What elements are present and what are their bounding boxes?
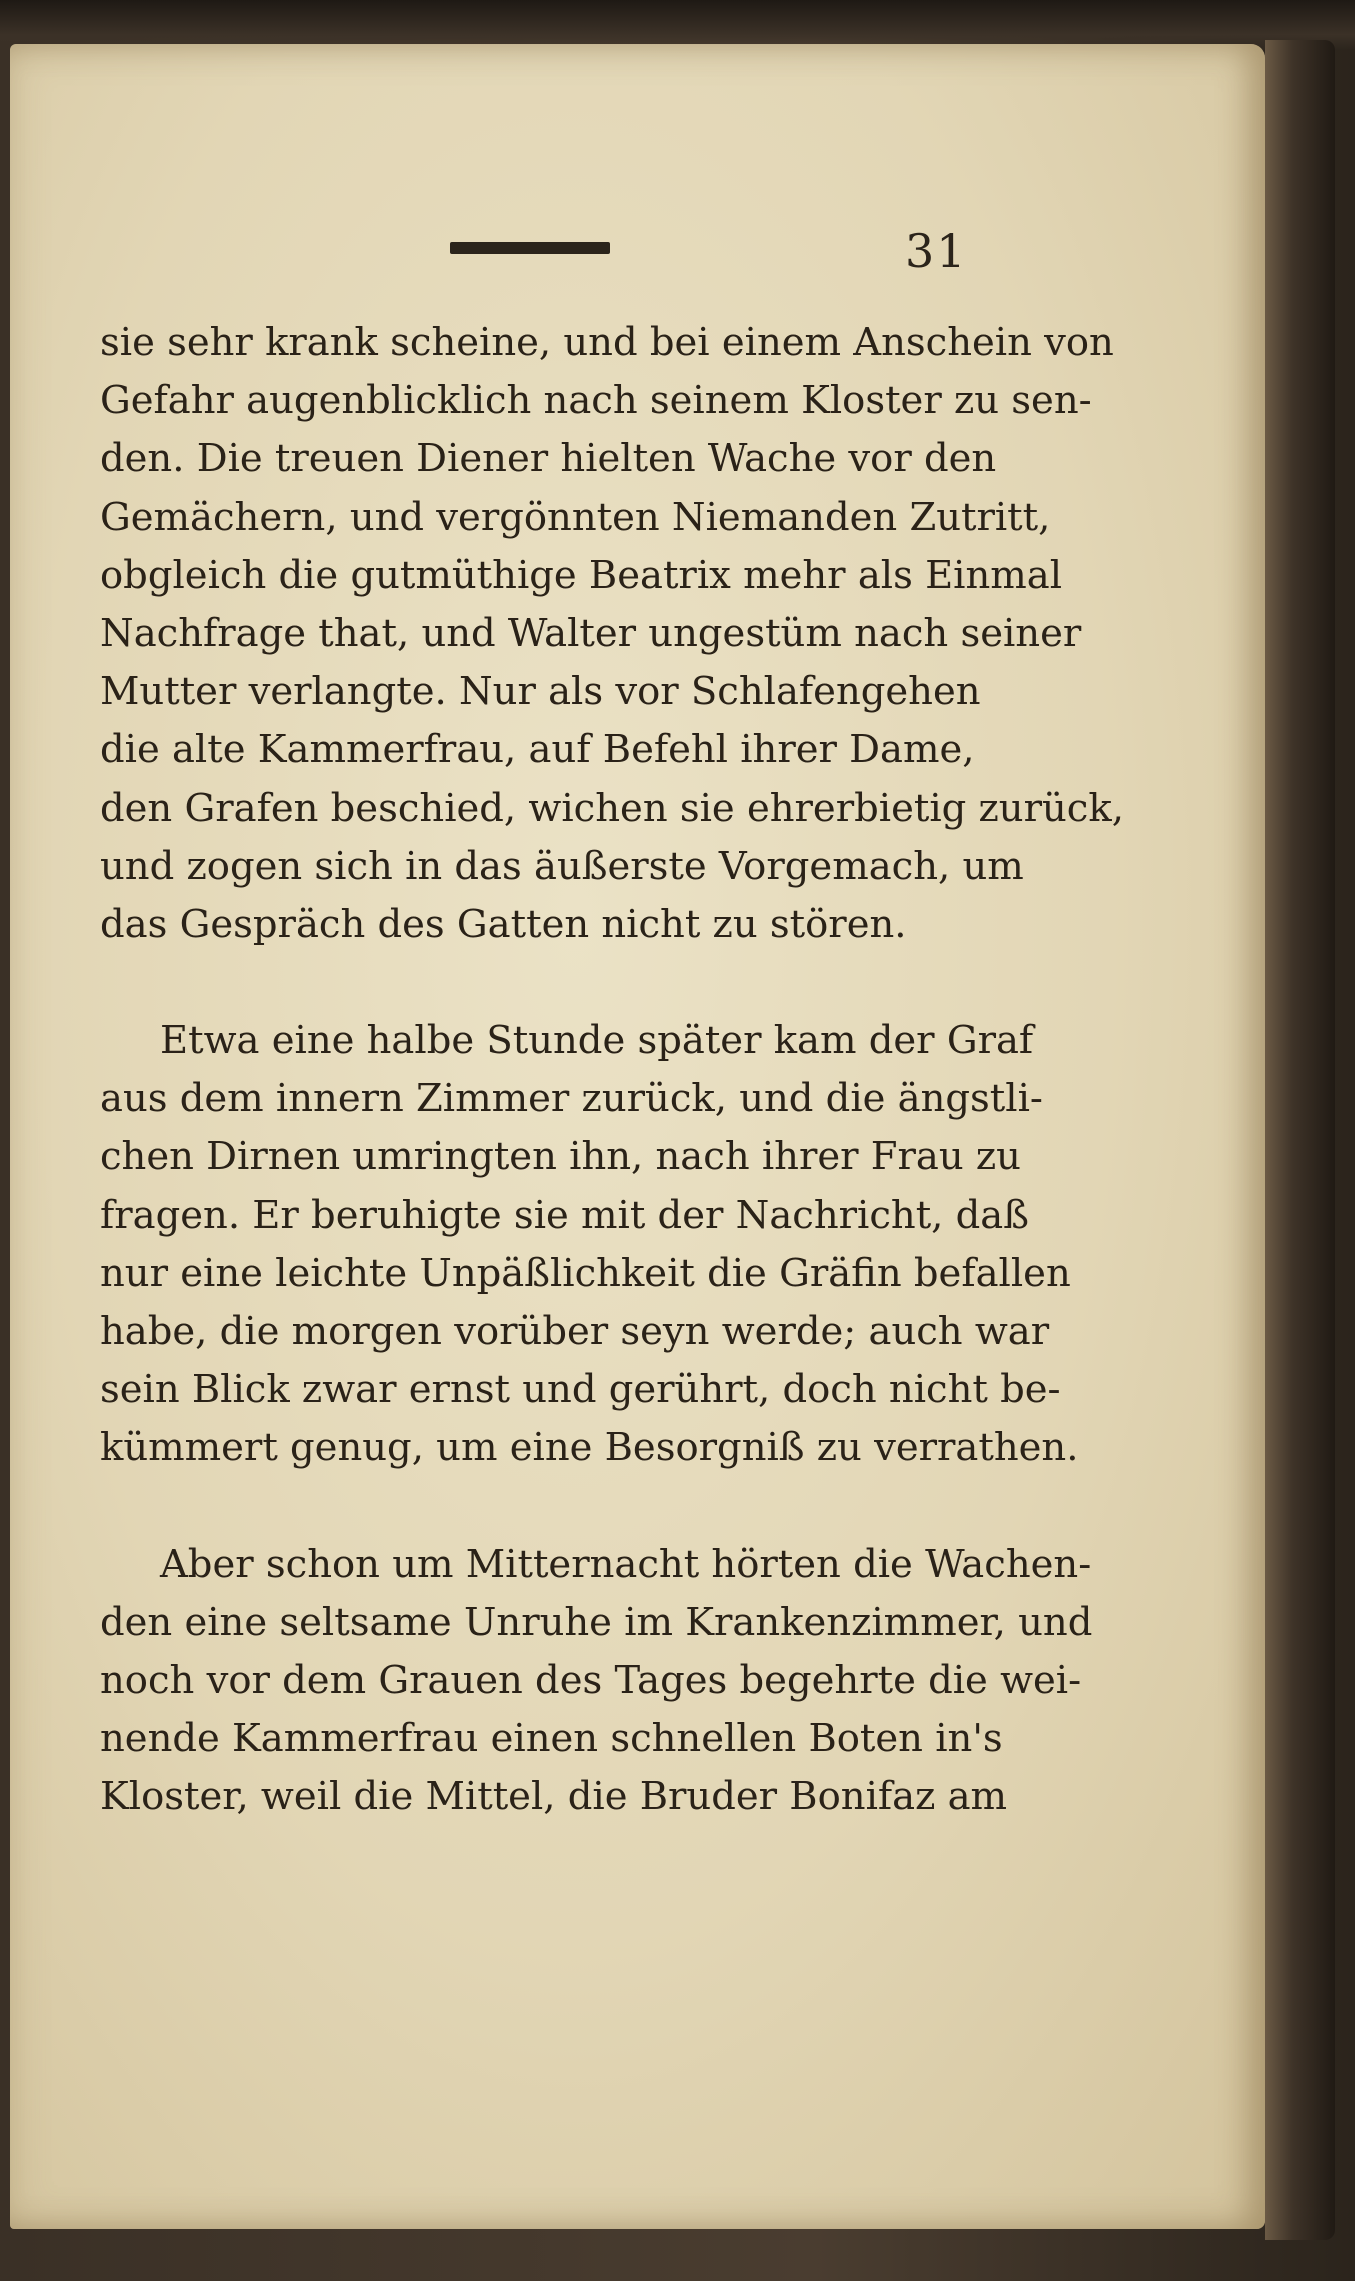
book-page bbox=[10, 44, 1265, 2229]
text-line: sein Blick zwar ernst und gerührt, doch nicht be- bbox=[100, 1367, 1061, 1413]
text-line: kümmert genug, um eine Besorgniß zu verrathen. bbox=[100, 1425, 1079, 1471]
text-line: Gefahr augenblicklich nach seinem Kloster zu sen- bbox=[100, 378, 1092, 424]
header-rule bbox=[450, 242, 610, 254]
text-line: habe, die morgen vorüber seyn werde; auch war bbox=[100, 1309, 1050, 1354]
paragraph-1 bbox=[100, 314, 1124, 954]
text-line: Mutter verlangte. Nur als vor Schlafengehen bbox=[100, 669, 981, 715]
text-line: die alte Kammerfrau, auf Befehl ihrer Dame, bbox=[100, 727, 975, 773]
body-text bbox=[100, 314, 1124, 1827]
page-number: 31 bbox=[905, 224, 968, 278]
paragraph-gap bbox=[100, 1478, 970, 1536]
text-line: sie sehr krank scheine, und bei einem Anschein von bbox=[100, 320, 1114, 365]
text-line: den eine seltsame Unruhe im Krankenzimmer, und bbox=[100, 1599, 1093, 1645]
text-line: Kloster, weil die Mittel, die Bruder Bonifaz am bbox=[100, 1774, 1008, 1820]
text-line: Nachfrage that, und Walter ungestüm nach seiner bbox=[100, 610, 1082, 656]
paragraph-3 bbox=[100, 1536, 1093, 1827]
text-line: noch vor dem Grauen des Tages begehrte die wei- bbox=[100, 1657, 1082, 1703]
paragraph-2 bbox=[100, 1012, 1079, 1478]
text-line: Gemächern, und vergönnten Niemanden Zutritt, bbox=[100, 494, 1051, 540]
text-line: fragen. Er beruhigte sie mit der Nachricht, daß bbox=[100, 1192, 1029, 1238]
text-line: obgleich die gutmüthige Beatrix mehr als Einmal bbox=[100, 552, 1063, 598]
text-line: und zogen sich in das äußerste Vorgemach, um bbox=[100, 843, 1024, 889]
text-line: den Grafen beschied, wichen sie ehrerbietig zurück, bbox=[100, 785, 1124, 831]
text-line: Etwa eine halbe Stunde später kam der Graf bbox=[160, 1018, 1034, 1064]
book-spine-edge bbox=[1265, 40, 1335, 2240]
text-line: Aber schon um Mitternacht hörten die Wachen- bbox=[160, 1541, 1092, 1587]
text-line: den. Die treuen Diener hielten Wache vor den bbox=[100, 436, 997, 482]
text-line: aus dem innern Zimmer zurück, und die ängstli- bbox=[100, 1076, 1043, 1122]
text-line: das Gespräch des Gatten nicht zu stören. bbox=[100, 901, 907, 947]
book-top-edge bbox=[0, 0, 1355, 50]
text-line: chen Dirnen umringten ihn, nach ihrer Frau zu bbox=[100, 1134, 1021, 1180]
text-line: nur eine leichte Unpäßlichkeit die Gräfin befallen bbox=[100, 1250, 1071, 1296]
text-line: nende Kammerfrau einen schnellen Boten in's bbox=[100, 1716, 1003, 1762]
paragraph-gap bbox=[100, 954, 970, 1012]
